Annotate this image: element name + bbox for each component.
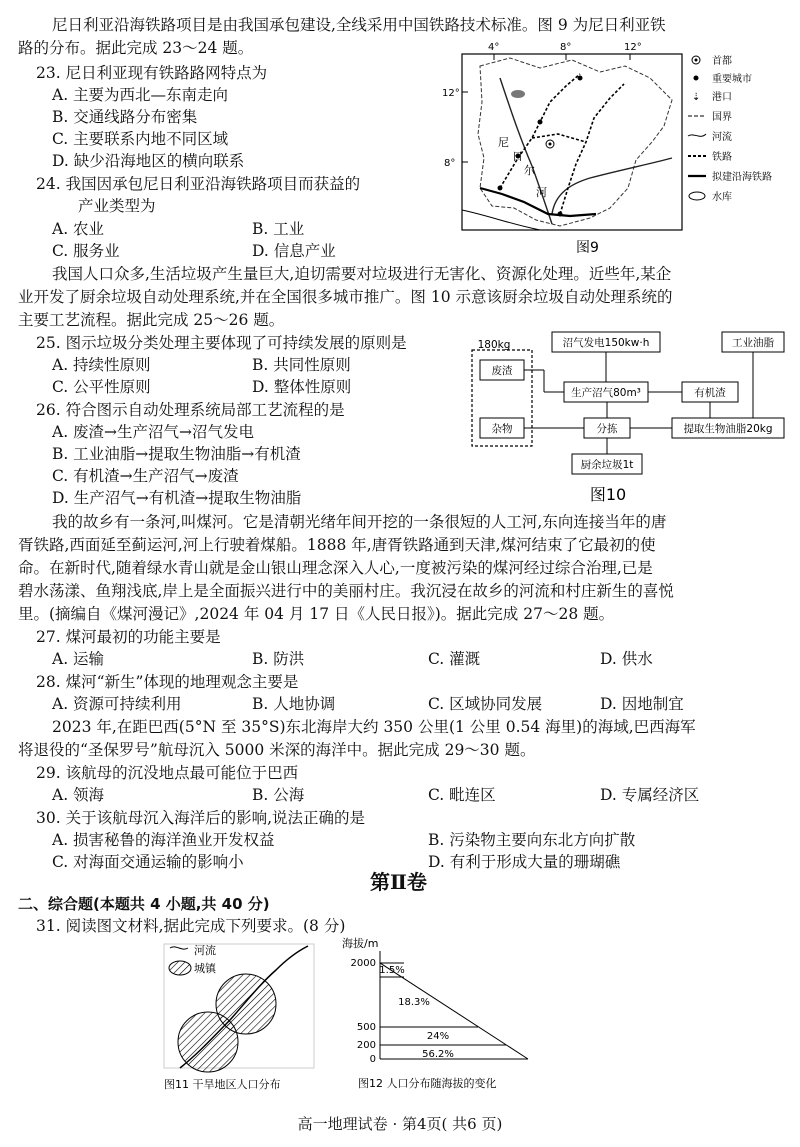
legend-border: 国界 xyxy=(712,112,732,123)
band-18-3: 18.3% xyxy=(398,997,430,1008)
volume-2-heading: 第Ⅱ卷 xyxy=(370,870,427,894)
legend-port: 港口 xyxy=(712,92,732,103)
figure-9-map xyxy=(440,38,792,256)
q28-option-c: C. 区域协同发展 xyxy=(428,695,543,713)
q28-option-a: A. 资源可持续利用 xyxy=(52,695,182,713)
intro-nigeria-line1: 尼日利亚沿海铁路项目是由我国承包建设,全线采用中国铁路技术标准。图 9 为尼日利亚铁 xyxy=(52,16,666,34)
q30-option-d: D. 有利于形成大量的珊瑚礁 xyxy=(428,853,621,871)
q25-option-d: D. 整体性原则 xyxy=(252,378,352,396)
map-label-ni: 尼 xyxy=(498,136,509,149)
q24-stem-cont: 产业类型为 xyxy=(78,197,156,215)
reservoir xyxy=(511,90,525,98)
q23-option-d: D. 缺少沿海地区的横向联系 xyxy=(52,152,245,170)
band-24: 24% xyxy=(426,1031,450,1042)
q24-option-d: D. 信息产业 xyxy=(252,242,336,260)
q26-option-d: D. 生产沼气→有机渣→提取生物油脂 xyxy=(52,489,302,507)
weight-180kg: 180kg xyxy=(477,339,511,351)
section-2-heading: 二、综合题(本题共 4 小题,共 40 分) xyxy=(18,895,270,913)
figure-10-flowchart xyxy=(468,330,790,510)
q25-stem: 25. 图示垃圾分类处理主要体现了可持续发展的原则是 xyxy=(36,334,407,352)
tick-0: 0 xyxy=(369,1054,376,1065)
fig10-caption: 图10 xyxy=(589,485,627,504)
lon-label-4: 4° xyxy=(488,42,500,53)
q23-stem: 23. 尼日利亚现有铁路路网特点为 xyxy=(36,64,268,82)
q26-option-b: B. 工业油脂→提取生物油脂→有机渣 xyxy=(52,445,301,463)
intro-waste-line3: 主要工艺流程。据此完成 25～26 题。 xyxy=(18,311,285,329)
q26-option-c: C. 有机渣→生产沼气→废渣 xyxy=(52,467,239,485)
q31-stem: 31. 阅读图文材料,据此完成下列要求。(8 分) xyxy=(36,917,346,935)
box-sorting: 分拣 xyxy=(596,423,618,435)
map-label-er: 尔 xyxy=(524,164,535,177)
q28-option-b: B. 人地协调 xyxy=(252,695,336,713)
intro-brazil-line2: 将退役的“圣保罗号”航母沉入 5000 米深的海洋中。据此完成 29～30 题。 xyxy=(18,741,536,759)
q28-option-d: D. 因地制宜 xyxy=(600,695,684,713)
intro-meihe-line3: 命。在新时代,随着绿水青山就是金山银山理念深入人心,一度被污染的煤河经过综合治理,已是 xyxy=(18,559,653,577)
box-organic-residue: 有机渣 xyxy=(694,387,726,399)
map-label-ri: 日 xyxy=(512,150,523,163)
intro-meihe-line1: 我的故乡有一条河,叫煤河。它是清朝光绪年间开挖的一条很短的人工河,东向连接当年的唐 xyxy=(52,513,667,531)
lat-label-8: 8° xyxy=(444,158,456,169)
q29-option-b: B. 公海 xyxy=(252,786,305,804)
q30-option-c: C. 对海面交通运输的影响小 xyxy=(52,853,244,871)
q28-stem: 28. 煤河“新生”体现的地理观念主要是 xyxy=(36,673,299,691)
lon-label-8: 8° xyxy=(560,42,572,53)
q24-option-c: C. 服务业 xyxy=(52,242,120,260)
q26-stem: 26. 符合图示自动处理系统局部工艺流程的是 xyxy=(36,401,345,419)
figure-11-population-arid xyxy=(150,940,330,1100)
lon-label-12: 12° xyxy=(624,42,642,53)
box-waste-residue: 废渣 xyxy=(491,365,513,377)
q29-option-c: C. 毗连区 xyxy=(428,786,496,804)
q30-option-a: A. 损害秘鲁的海洋渔业开发权益 xyxy=(52,831,275,849)
intro-waste-line1: 我国人口众多,生活垃圾产生量巨大,迫切需要对垃圾进行无害化、资源化处理。近些年,某企 xyxy=(52,265,672,283)
q26-option-a: A. 废渣→生产沼气→沼气发电 xyxy=(52,423,255,441)
q29-option-a: A. 领海 xyxy=(52,786,105,804)
q24-option-a: A. 农业 xyxy=(52,220,105,238)
intro-nigeria-line2: 路的分布。据此完成 23～24 题。 xyxy=(18,39,254,57)
fig12-ylabel: 海拔/m xyxy=(342,937,379,950)
q30-stem: 30. 关于该航母沉入海洋后的影响,说法正确的是 xyxy=(36,809,366,827)
q25-option-b: B. 共同性原则 xyxy=(252,356,351,374)
q25-option-c: C. 公平性原则 xyxy=(52,378,151,396)
legend-proposed-railway: 拟建沿海铁路 xyxy=(712,172,772,183)
box-extract-bio-oil: 提取生物油脂20kg xyxy=(683,423,773,435)
box-kitchen-waste: 厨余垃圾1t xyxy=(580,459,634,471)
box-industrial-oil: 工业油脂 xyxy=(732,337,774,349)
page-footer: 高一地理试卷 · 第4页( 共6 页) xyxy=(297,1115,503,1133)
intro-brazil-line1: 2023 年,在距巴西(5°N 至 35°S)东北海岸大约 350 公里(1 公里 0.54 海里)的海域,巴西海军 xyxy=(52,718,696,736)
q23-option-b: B. 交通线路分布密集 xyxy=(52,108,198,126)
tick-500: 500 xyxy=(356,1022,376,1033)
svg-text:⇣: ⇣ xyxy=(692,92,701,103)
q27-stem: 27. 煤河最初的功能主要是 xyxy=(36,628,221,646)
legend-reservoir: 水库 xyxy=(712,192,732,203)
legend-railway: 铁路 xyxy=(712,152,732,163)
q29-stem: 29. 该航母的沉没地点最可能位于巴西 xyxy=(36,764,299,782)
legend-capital: 首都 xyxy=(712,56,732,67)
q24-stem: 24. 我国因承包尼日利亚沿海铁路项目而获益的 xyxy=(36,175,361,193)
tick-2000: 2000 xyxy=(350,958,376,969)
fig9-caption: 图9 xyxy=(576,240,599,256)
box-biogas-power: 沼气发电150kw·h xyxy=(562,337,650,349)
q24-option-b: B. 工业 xyxy=(252,220,305,238)
box-sundries: 杂物 xyxy=(491,423,513,435)
tick-200: 200 xyxy=(356,1040,376,1051)
legend-city: 重要城市 xyxy=(712,74,752,85)
q25-option-a: A. 持续性原则 xyxy=(52,356,151,374)
legend-town-label: 城镇 xyxy=(194,962,216,975)
intro-meihe-line4: 碧水荡漾、鱼翔浅底,岸上是全面振兴进行中的美丽村庄。我沉浸在故乡的河流和村庄新生的喜悦 xyxy=(18,582,674,600)
box-produce-biogas: 生产沼气80m³ xyxy=(571,387,641,399)
legend-river: 河流 xyxy=(712,132,732,143)
q27-option-d: D. 供水 xyxy=(600,650,653,668)
q27-option-c: C. 灌溉 xyxy=(428,650,481,668)
q23-option-a: A. 主要为西北—东南走向 xyxy=(52,86,229,104)
band-1-5: 1.5% xyxy=(379,965,405,976)
legend-river-label: 河流 xyxy=(194,944,216,957)
q30-option-b: B. 污染物主要向东北方向扩散 xyxy=(428,831,636,849)
q27-option-b: B. 防洪 xyxy=(252,650,305,668)
intro-waste-line2: 业开发了厨余垃圾自动处理系统,并在全国很多城市推广。图 10 示意该厨余垃圾自动处理系统的 xyxy=(18,288,673,306)
band-56-2: 56.2% xyxy=(422,1049,454,1060)
fig12-caption: 图12 人口分布随海拔的变化 xyxy=(358,1077,497,1090)
map-label-he: 河 xyxy=(536,186,547,199)
figure-12-population-altitude xyxy=(338,935,550,1105)
q23-option-c: C. 主要联系内地不同区域 xyxy=(52,130,229,148)
fig11-caption: 图11 干旱地区人口分布 xyxy=(164,1078,281,1091)
lat-label-12: 12° xyxy=(442,88,460,99)
intro-meihe-line2: 胥铁路,西面延至蓟运河,河上行驶着煤船。1888 年,唐胥铁路通到天津,煤河结束了它最初的使 xyxy=(18,536,656,554)
intro-meihe-line5: 里。(摘编自《煤河漫记》,2024 年 04 月 17 日《人民日报》)。据此完成 27～28 题。 xyxy=(18,605,615,623)
q27-option-a: A. 运输 xyxy=(52,650,105,668)
q29-option-d: D. 专属经济区 xyxy=(600,786,700,804)
